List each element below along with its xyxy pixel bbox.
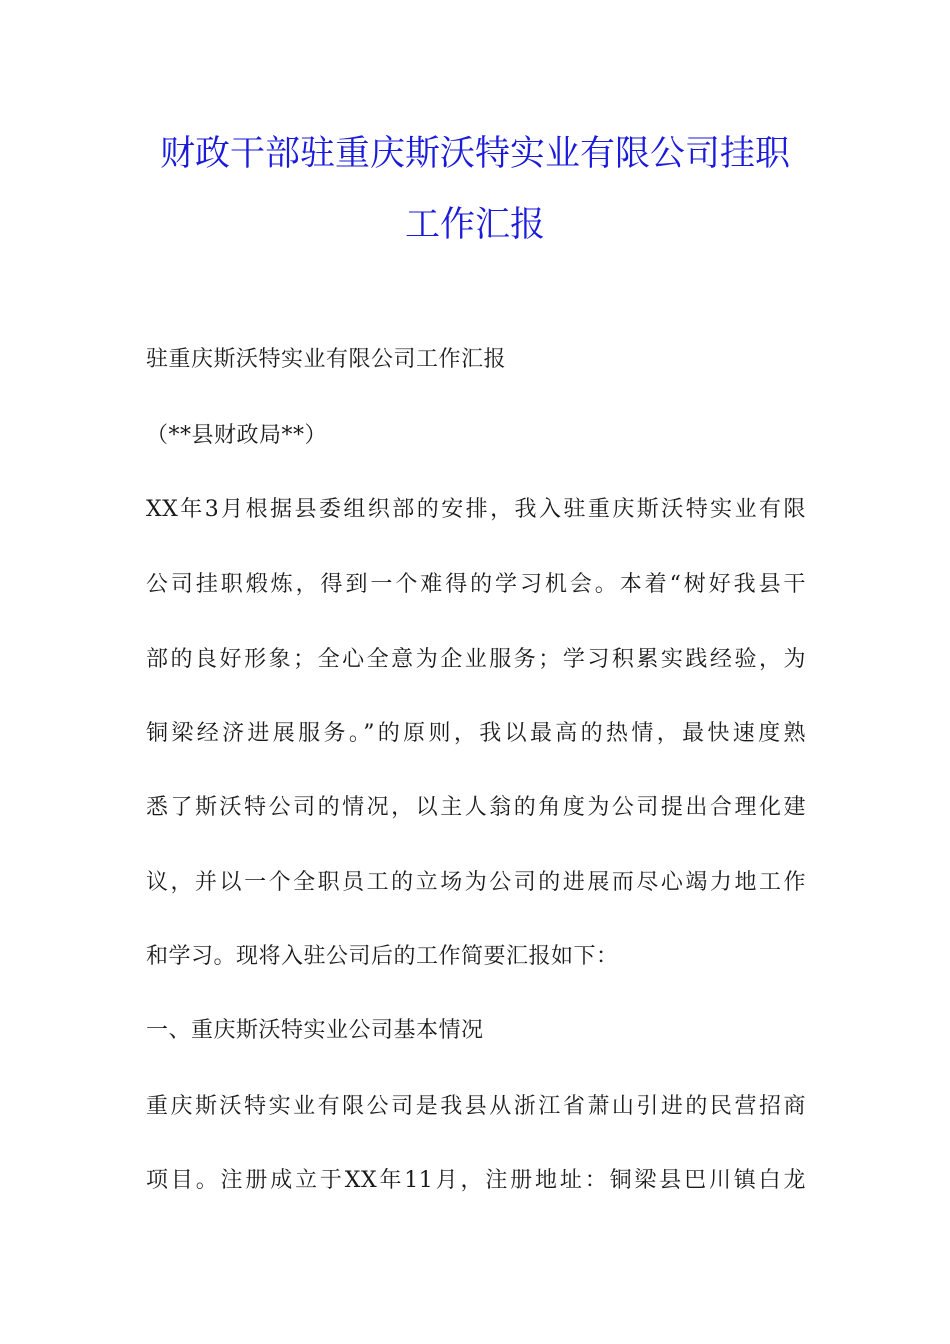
body-line: 铜梁经济进展服务。”的原则，我以最高的热情，最快速度熟 [146,721,806,746]
document-title-line-2: 工作汇报 [404,205,545,245]
section-heading: 一、重庆斯沃特实业公司基本情况 [146,1018,484,1043]
document-title-line-1: 财政干部驻重庆斯沃特实业有限公司挂职 [159,134,790,174]
body-line: 公司挂职煅炼，得到一个难得的学习机会。本着“树好我县干 [146,572,806,597]
body-line: 重庆斯沃特实业有限公司是我县从浙江省萧山引进的民营招商 [146,1094,806,1119]
body-line: 部的良好形象；全心全意为企业服务；学习积累实践经验，为 [146,647,806,672]
author-line: （**县财政局**） [146,423,328,448]
body-line: XX年3月根据县委组织部的安排，我入驻重庆斯沃特实业有限 [146,497,806,522]
subtitle-line: 驻重庆斯沃特实业有限公司工作汇报 [146,347,507,372]
body-line: 悉了斯沃特公司的情况，以主人翁的角度为公司提出合理化建 [146,795,806,820]
body-line: 项目。注册成立于XX年11月，注册地址：铜梁县巴川镇白龙 [146,1168,806,1193]
body-line: 和学习。现将入驻公司后的工作简要汇报如下： [146,944,619,969]
body-line: 议，并以一个全职员工的立场为公司的进展而尽心竭力地工作 [146,870,806,895]
